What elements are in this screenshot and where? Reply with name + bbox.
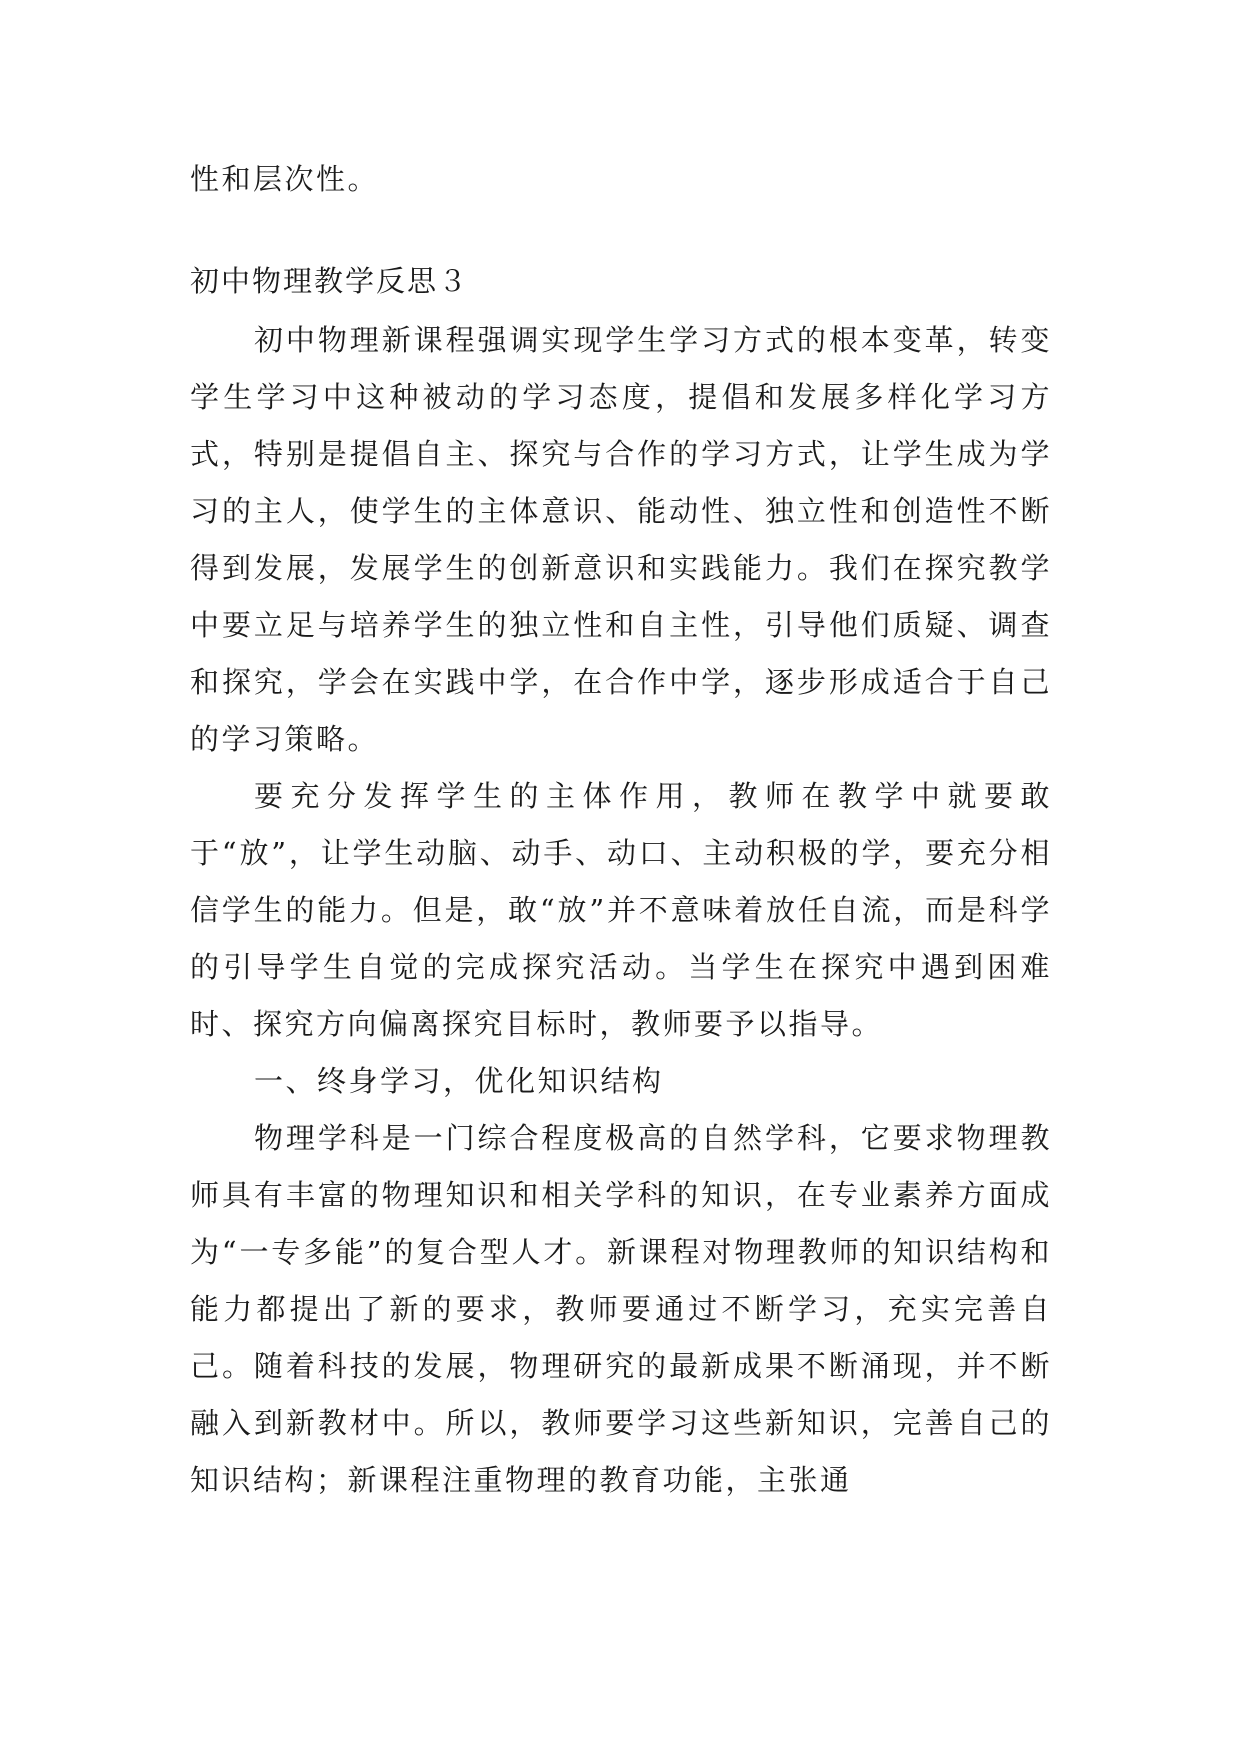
continued-text-fragment: 性和层次性。 — [190, 162, 380, 196]
section-heading: 初中物理教学反思３ — [190, 264, 470, 298]
paragraph-1: 初中物理新课程强调实现学生学习方式的根本变革，转变学生学习中这种被动的学习态度，提倡和发展多样化学习方式，特别是提倡自主、探究与合作的学习方式，让学生成为学习的主人，使学生的主体意识、能动性、独立性和创造性不断得到发展，发展学生的创新意识和实践能力。我们在探究教学中要立足与培养学生的独立性和自主性，引导他们质疑、调查和探究，学会在实践中学，在合作中学，逐步形成适合于自己的学习策略。 — [190, 323, 1052, 756]
paragraph-3: 物理学科是一门综合程度极高的自然学科，它要求物理教师具有丰富的物理知识和相关学科的知识，在专业素养方面成为“一专多能”的复合型人才。新课程对物理教师的知识结构和能力都提出了新的要求，教师要通过不断学习，充实完善自己。随着科技的发展，物理研究的最新成果不断涌现，并不断融入到新教材中。所以，教师要学习这些新知识，完善自己的知识结构；新课程注重物理的教育功能，主张通 — [190, 1121, 1052, 1497]
paragraph-2: 要充分发挥学生的主体作用，教师在教学中就要敢于“放”，让学生动脑、动手、动口、主动积极的学，要充分相信学生的能力。但是，敢“放”并不意味着放任自流，而是科学的引导学生自觉的完成探究活动。当学生在探究中遇到困难时、探究方向偏离探究目标时，教师要予以指导。 — [190, 779, 1052, 1041]
subsection-title: 一、终身学习，优化知识结构 — [254, 1064, 664, 1098]
document-body — [190, 312, 1052, 1509]
